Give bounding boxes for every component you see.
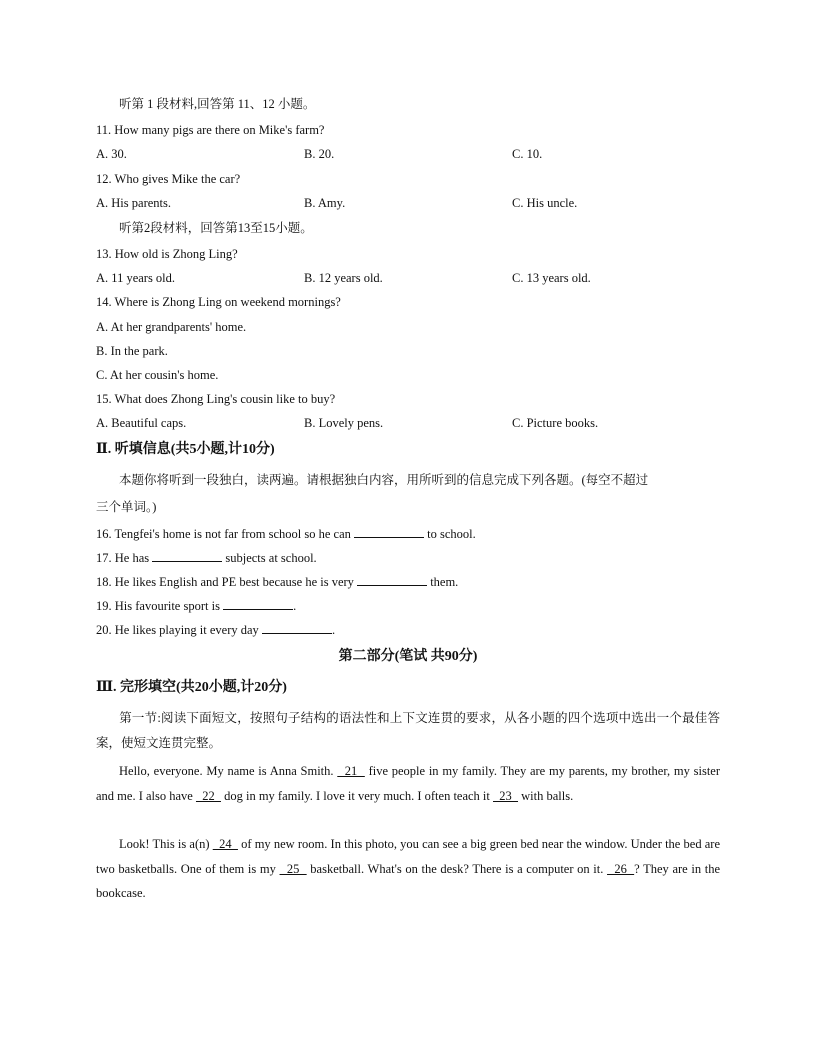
fill-question-16	[96, 525, 476, 542]
section-3-title: Ⅲ. 完形填空(共20小题,计20分)	[96, 680, 287, 695]
fill-question-18-text: 18. He likes English and PE best because he is very	[96, 575, 358, 589]
cloze-blank-22[interactable]: 22	[195, 788, 221, 803]
section-2-instruction-line-2: 三个单词。)	[96, 500, 157, 514]
fill-question-19	[96, 597, 296, 614]
fill-question-17	[96, 549, 317, 566]
cloze-blank-21[interactable]: 21	[337, 764, 365, 778]
listening-intro-1: 听第 1 段材料,回答第 11、12 小题。	[119, 97, 316, 111]
question-14-stem: 14. Where is Zhong Ling on weekend mornings?	[96, 295, 341, 309]
question-11-option-c: C. 10.	[512, 147, 543, 161]
section-3-instruction	[96, 706, 720, 755]
question-14-option-b: B. In the park.	[96, 344, 168, 358]
answer-blank-16[interactable]	[354, 525, 424, 538]
passage-paragraph-1	[96, 759, 720, 808]
part-2-title: 第二部分(笔试 共90分)	[338, 649, 478, 664]
cloze-blank-23[interactable]: 23	[493, 788, 519, 803]
cloze-blank-24[interactable]: 24	[212, 837, 238, 851]
section-3-instruction-text: 第一节:阅读下面短文，按照句子结构的语法性和上下文连贯的要求，从各小题的四个选项中选出一个最佳答案，使短文连贯完整。	[96, 711, 720, 750]
question-14-option-c: C. At her cousin's home.	[96, 368, 219, 382]
passage-paragraph-2	[96, 832, 720, 906]
fill-question-16-tail: to school.	[424, 527, 476, 541]
passage-text: dog in my family. I love it very much. I often teach it	[220, 788, 494, 803]
listening-intro-2: 听第2段材料，回答第13至15小题。	[119, 221, 313, 235]
question-14-option-a: A. At her grandparents' home.	[96, 320, 247, 334]
question-13-option-a: A. 11 years old.	[96, 271, 176, 285]
passage-text: Hello, everyone. My name is Anna Smith.	[119, 764, 338, 778]
passage-text: of my new room. In this photo, you can see a big green bed near the window. Under the bed are two basketballs. One of them is my	[96, 837, 720, 876]
cloze-blank-26[interactable]: 26	[607, 861, 635, 876]
fill-question-20-tail: .	[331, 623, 336, 637]
question-15-option-a: A. Beautiful caps.	[96, 416, 187, 430]
answer-blank-19[interactable]	[223, 597, 293, 610]
question-15-option-b: B. Lovely pens.	[304, 416, 384, 430]
question-12-option-c: C. His uncle.	[512, 196, 578, 210]
answer-blank-17[interactable]	[152, 549, 222, 562]
fill-question-18-tail: them.	[427, 575, 459, 589]
fill-question-19-text: 19. His favourite sport is	[96, 599, 224, 613]
answer-blank-20[interactable]	[262, 621, 332, 634]
cloze-blank-25[interactable]: 25	[279, 861, 307, 876]
question-12-option-a: A. His parents.	[96, 196, 171, 210]
question-15-stem: 15. What does Zhong Ling's cousin like to buy?	[96, 392, 336, 406]
question-15-option-c: C. Picture books.	[512, 416, 599, 430]
passage-text: with balls.	[518, 788, 574, 803]
question-12-stem: 12. Who gives Mike the car?	[96, 172, 241, 186]
fill-question-19-tail: .	[293, 599, 297, 613]
fill-question-17-tail: subjects at school.	[222, 551, 317, 565]
passage-text: basketball. What's on the desk? There is a computer on it.	[306, 861, 608, 876]
answer-blank-18[interactable]	[357, 573, 427, 586]
section-2-title: Ⅱ. 听填信息(共5小题,计10分)	[96, 442, 275, 457]
fill-question-16-text: 16. Tengfei's home is not far from school so he can	[96, 527, 355, 541]
passage-text: ? They are in the bookcase.	[96, 861, 721, 900]
fill-question-18	[96, 573, 458, 590]
question-12-option-b: B. Amy.	[304, 196, 346, 210]
passage-text: Look! This is a(n)	[119, 837, 213, 851]
question-11-option-a: A. 30.	[96, 147, 127, 161]
question-13-stem: 13. How old is Zhong Ling?	[96, 247, 238, 261]
passage-text: five people in my family. They are my parents, my brother, my sister and me. I also have	[96, 764, 721, 803]
fill-question-17-text: 17. He has	[96, 551, 153, 565]
fill-question-20-text: 20. He likes playing it every day	[96, 623, 262, 637]
question-13-option-c: C. 13 years old.	[512, 271, 591, 285]
question-11-option-b: B. 20.	[304, 147, 335, 161]
question-11-stem: 11. How many pigs are there on Mike's farm?	[96, 123, 325, 137]
section-2-instruction-line-1: 本题你将听到一段独白，读两遍。请根据独白内容，用所听到的信息完成下列各题。(每空不超过	[119, 473, 649, 487]
question-13-option-b: B. 12 years old.	[304, 271, 383, 285]
fill-question-20	[96, 621, 335, 638]
